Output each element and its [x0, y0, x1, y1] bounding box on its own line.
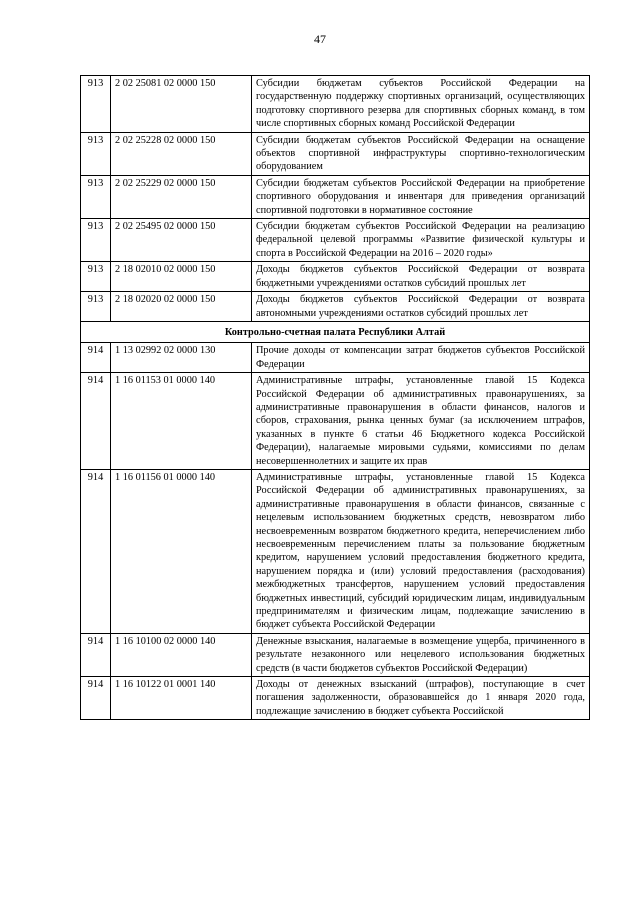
admin-code-cell: 913 — [81, 175, 111, 218]
budget-code-cell: 1 13 02992 02 0000 130 — [111, 343, 252, 373]
budget-code-cell: 1 16 10100 02 0000 140 — [111, 633, 252, 676]
table-row — [81, 262, 590, 292]
budget-code-cell: 2 02 25229 02 0000 150 — [111, 175, 252, 218]
table-row — [81, 132, 590, 175]
section-title: Контрольно-счетная палата Республики Алтай — [81, 321, 590, 342]
budget-code-cell: 2 02 25081 02 0000 150 — [111, 76, 252, 133]
admin-code-cell: 913 — [81, 262, 111, 292]
table-row — [81, 343, 590, 373]
table-row — [81, 76, 590, 133]
revenue-classification-table — [80, 75, 590, 720]
table-row — [81, 633, 590, 676]
admin-code-cell: 913 — [81, 292, 111, 322]
budget-code-cell: 2 18 02020 02 0000 150 — [111, 292, 252, 322]
table-row — [81, 219, 590, 262]
admin-code-cell: 913 — [81, 219, 111, 262]
admin-code-cell: 913 — [81, 76, 111, 133]
description-cell: Доходы от денежных взысканий (штрафов), поступающие в счет погашения задолженности, образовавшейся до 1 января 2020 года, подлежащие зачислению в бюджет субъекта Российской — [252, 677, 590, 720]
section-header-row — [81, 321, 590, 342]
description-cell: Субсидии бюджетам субъектов Российской Федерации на оснащение объектов спортивной инфраструктуры спортивно-технологическим оборудованием — [252, 132, 590, 175]
description-cell: Денежные взыскания, налагаемые в возмещение ущерба, причиненного в результате незаконного или нецелевого использования бюджетных средств (в части бюджетов субъектов Российской Федерации) — [252, 633, 590, 676]
budget-code-cell: 1 16 01156 01 0000 140 — [111, 469, 252, 633]
description-cell: Субсидии бюджетам субъектов Российской Федерации на реализацию федеральной целевой программы «Развитие физической культуры и спорта в Российской Федерации на 2016 – 2020 годы» — [252, 219, 590, 262]
page-number: 47 — [314, 32, 326, 46]
admin-code-cell: 914 — [81, 373, 111, 470]
admin-code-cell: 914 — [81, 677, 111, 720]
table-row — [81, 373, 590, 470]
admin-code-cell: 914 — [81, 633, 111, 676]
table-row — [81, 677, 590, 720]
admin-code-cell: 914 — [81, 469, 111, 633]
description-cell: Субсидии бюджетам субъектов Российской Федерации на государственную поддержку спортивных организаций, осуществляющих подготовку спортивного резерва для спортивных сборных команд, в том числе спортивных сборных команд Российской Федерации — [252, 76, 590, 133]
description-cell: Доходы бюджетов субъектов Российской Федерации от возврата бюджетными учреждениями остатков субсидий прошлых лет — [252, 262, 590, 292]
budget-code-cell: 1 16 01153 01 0000 140 — [111, 373, 252, 470]
table-row — [81, 175, 590, 218]
description-cell: Доходы бюджетов субъектов Российской Федерации от возврата автономными учреждениями остатков субсидий прошлых лет — [252, 292, 590, 322]
table-row — [81, 469, 590, 633]
description-cell: Субсидии бюджетам субъектов Российской Федерации на приобретение спортивного оборудования и инвентаря для приведения организаций спортивной подготовки в нормативное состояние — [252, 175, 590, 218]
budget-code-cell: 2 02 25228 02 0000 150 — [111, 132, 252, 175]
budget-code-cell: 1 16 10122 01 0001 140 — [111, 677, 252, 720]
description-cell: Административные штрафы, установленные главой 15 Кодекса Российской Федерации об административных правонарушениях, за административные правонарушения в области финансов, налогов и сборов, страхования, рынка ценных бумаг (за исключением штрафов, указанных в пункте 6 статьи 46 Бюджетного кодекса Российской Федерации), налагаемые мировыми судьями, комиссиями по делам несовершеннолетних и защите их прав — [252, 373, 590, 470]
table-row — [81, 292, 590, 322]
description-cell: Административные штрафы, установленные главой 15 Кодекса Российской Федерации об административных правонарушениях, за административные правонарушения в области финансов, связанные с нецелевым использованием бюджетных средств, невозвратом либо несвоевременным возвратом бюджетного кредита, неперечислением либо несвоевременным перечислением платы за пользование бюджетным кредитом, нарушением условий предоставления бюджетного кредита, нарушением порядка и (или) условий предоставления (расходования) межбюджетных трансфертов, нарушением условий предоставления бюджетных инвестиций, субсидий юридическим лицам, индивидуальным предпринимателям и физическим лицам, подлежащие зачислению в бюджет субъекта Российской Федерации — [252, 469, 590, 633]
admin-code-cell: 914 — [81, 343, 111, 373]
budget-code-cell: 2 18 02010 02 0000 150 — [111, 262, 252, 292]
admin-code-cell: 913 — [81, 132, 111, 175]
description-cell: Прочие доходы от компенсации затрат бюджетов субъектов Российской Федерации — [252, 343, 590, 373]
budget-code-cell: 2 02 25495 02 0000 150 — [111, 219, 252, 262]
